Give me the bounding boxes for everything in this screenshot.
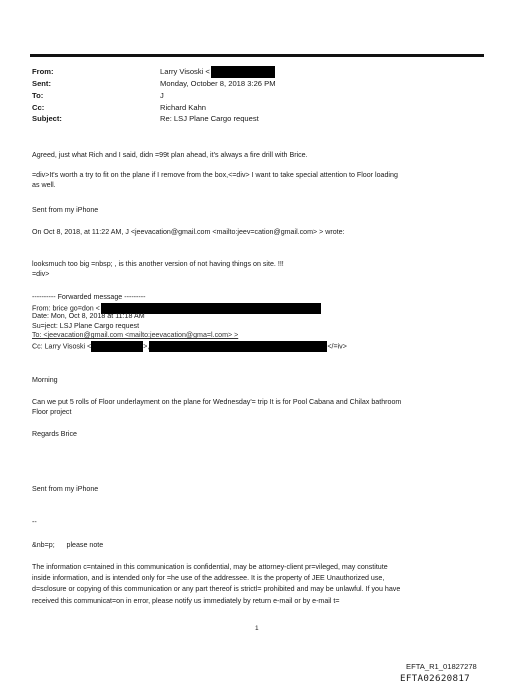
forwarded-from: [32, 303, 492, 313]
from-row: [32, 66, 276, 78]
header-rule: [30, 54, 484, 57]
body-paragraph: =div>It's worth a try to fit on the plane if I remove from the box,<=div> I want to take special attention to Floor loading: [32, 171, 398, 179]
subject-value: Re: LSJ Plane Cargo request: [160, 114, 259, 124]
greeting: Morning: [32, 376, 58, 384]
forwarded-subject: Su=ject: LSJ Plane Cargo request: [32, 321, 140, 330]
sent-row: [32, 78, 276, 90]
disclaimer: [32, 562, 482, 607]
bates-number-large: EFTA02620817: [400, 673, 470, 684]
to-label: To:: [32, 90, 44, 100]
forwarded-cc-text: Cc: Larry Visoski <: [32, 342, 92, 351]
body-paragraph: Agreed, just what Rich and I said, didn =99t plan ahead, it's always a fire drill with Brice.: [32, 151, 308, 159]
quoted-intro: On Oct 8, 2018, at 11:22 AM, J <jeevacation@gmail.com <mailto:jeev=cation@gmail.com> > wrote:: [32, 228, 345, 236]
please-note: &nb=p; please note: [32, 541, 104, 549]
disclaimer-line: inside information, and is intended only for =he use of the addressee. It is the property of JEE Unauthorized use,: [32, 574, 385, 583]
forwarded-block: [32, 293, 492, 351]
sent-from-iphone: Sent from my iPhone: [32, 485, 99, 493]
from-label: From:: [32, 67, 54, 76]
forwarded-cc: [32, 341, 492, 351]
forwarded-to: [32, 331, 492, 341]
message-line: Can we put 5 rolls of Floor underlayment on the plane for Wednesday'= trip It is for Pool Cabana and Chilax bathroom: [32, 398, 402, 406]
forwarded-cc-mid: >,: [143, 342, 150, 351]
sent-label: Sent:: [32, 79, 51, 88]
disclaimer-line: received this communicat=on in error, please notify us immediately by return e-mail or by e-mail t=: [32, 596, 340, 605]
forwarded-marker: ---------- Forwarded message ---------: [32, 293, 146, 301]
cc-label: Cc:: [32, 102, 45, 112]
redaction-box: [211, 66, 275, 78]
subject-row: [32, 113, 276, 125]
bates-number-small: EFTA_R1_01827278: [406, 662, 477, 671]
disclaimer-line: The information c=ntained in this communication is confidential, may be attorney-client pr=vileged, may constitute: [32, 563, 388, 571]
body-paragraph: looksmuch too big =nbsp; , is this another version of not having things on site. !!!: [32, 260, 284, 268]
body-paragraph: =div>: [32, 270, 50, 278]
signoff: Regards Brice: [32, 430, 77, 438]
from-value: Larry Visoski <: [160, 67, 210, 76]
forwarded-cc-end: </=iv>: [327, 342, 347, 351]
signature-dashes: --: [32, 518, 37, 526]
email-header: [32, 66, 276, 125]
message-line: Floor project: [32, 408, 72, 416]
redaction-box: [149, 341, 327, 352]
body-paragraph: as well.: [32, 181, 56, 189]
subject-label: Subject:: [32, 114, 62, 124]
redaction-box: [91, 341, 143, 352]
forwarded-date: Date: Mon, Oct 8, 2018 at 11:18 AM: [32, 312, 145, 321]
forwarded-from-text: From: brice go=don <: [32, 303, 100, 312]
sent-from-iphone: Sent from my iPhone: [32, 206, 99, 214]
to-value: J: [160, 90, 164, 100]
page-number: 1: [255, 625, 259, 632]
forwarded-to-text[interactable]: To: <jeevacation@gmail.com <mailto:jeevacation@gma=l.com> >: [32, 331, 239, 340]
cc-row: [32, 102, 276, 114]
disclaimer-line: d=sclosure or copying of this communication or any part thereof is strictl= prohibited and may be unlawful. If you have: [32, 585, 401, 594]
to-row: [32, 90, 276, 102]
sent-value: Monday, October 8, 2018 3:26 PM: [160, 79, 276, 88]
cc-value: Richard Kahn: [160, 102, 207, 112]
